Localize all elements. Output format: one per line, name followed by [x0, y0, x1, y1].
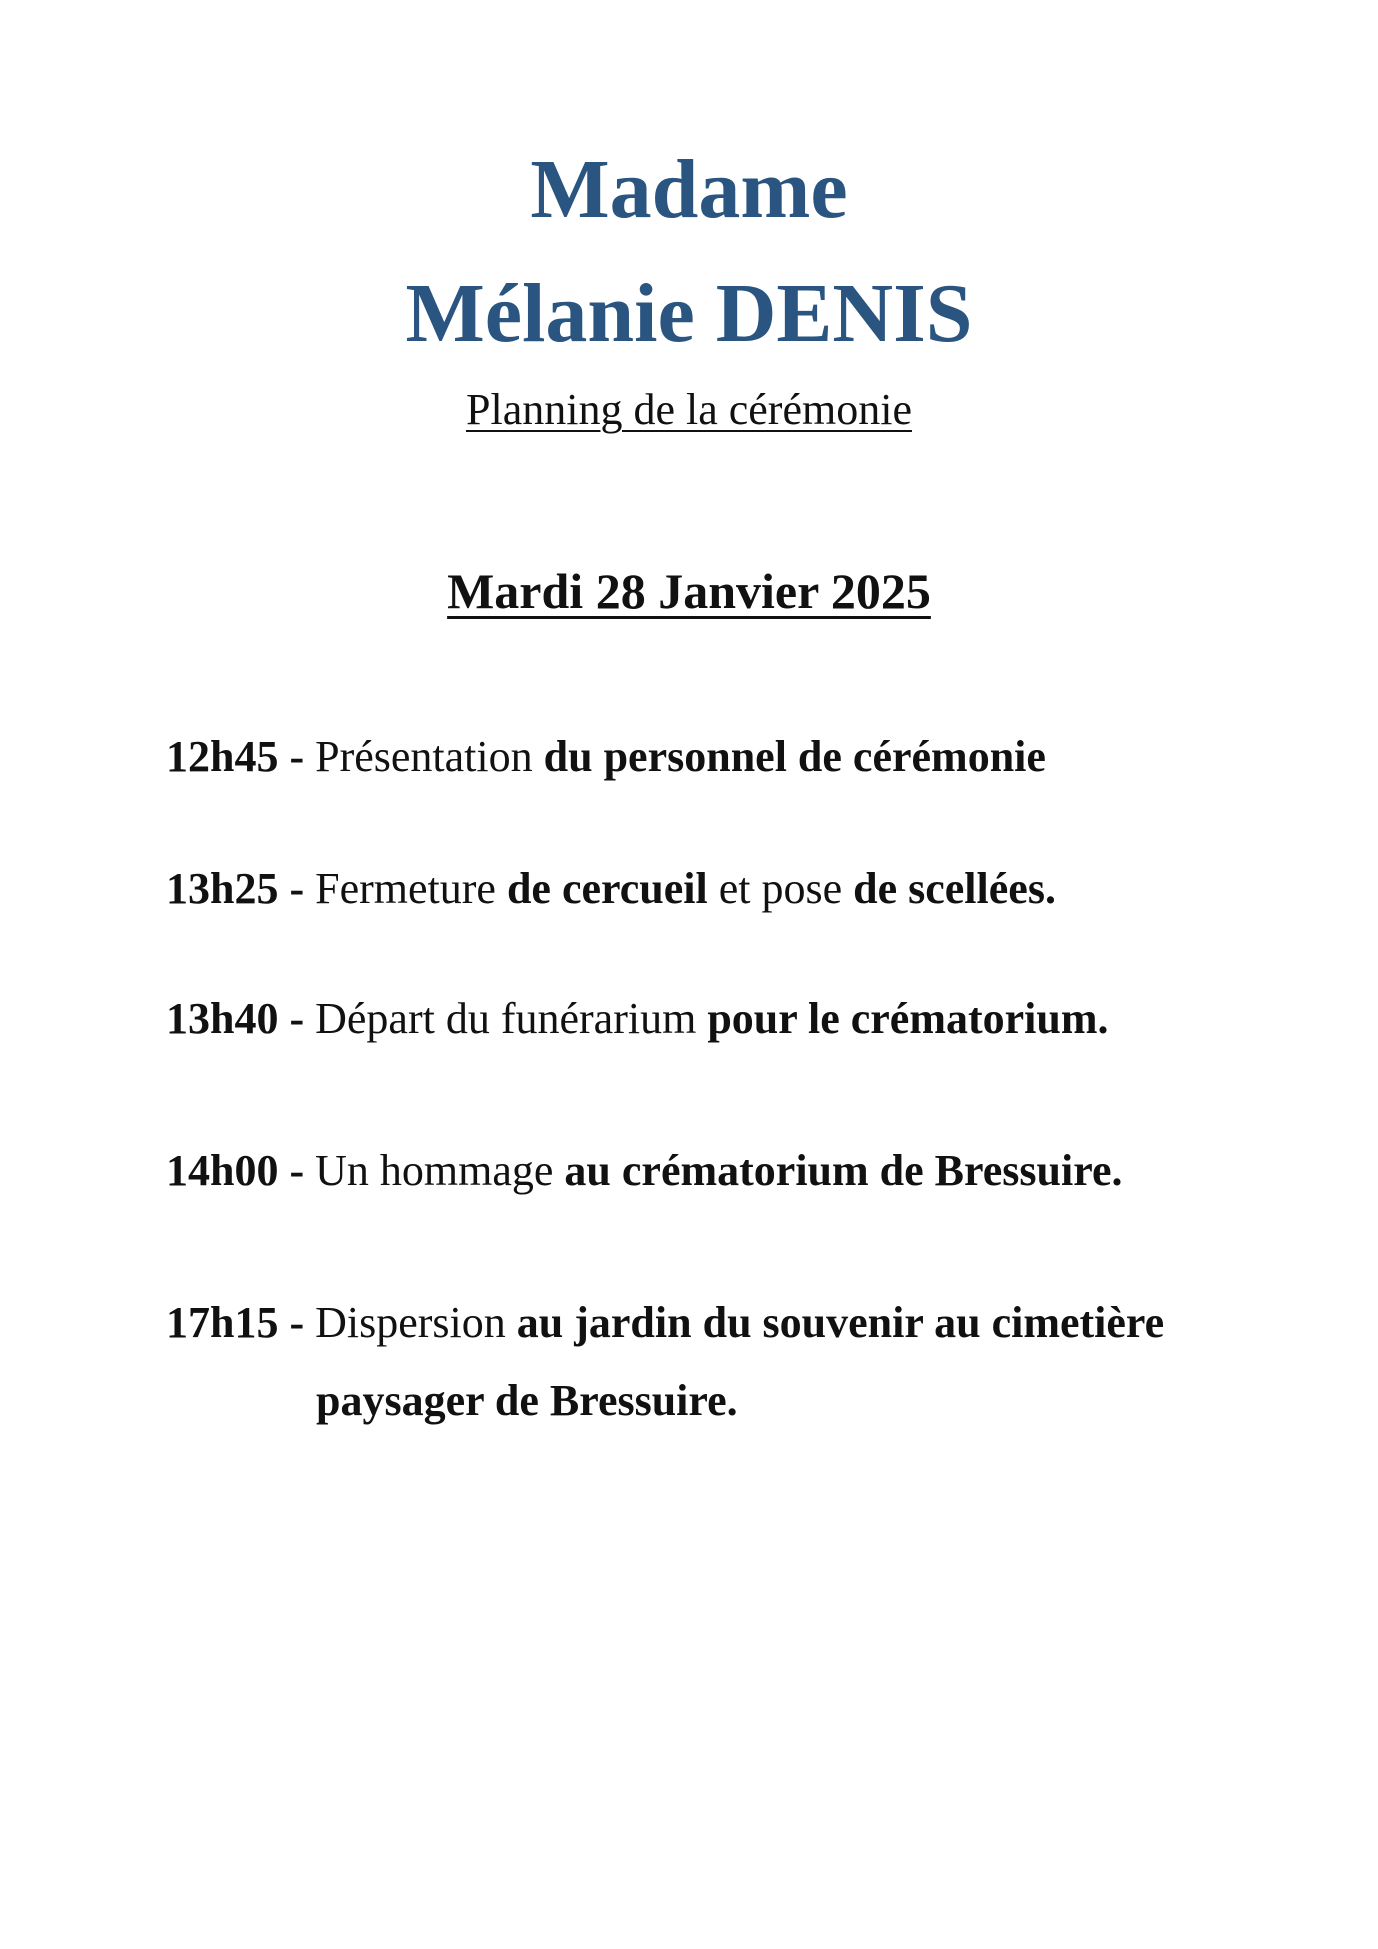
entry-text: Fermeture: [304, 864, 507, 913]
schedule-entry: [166, 1132, 1326, 1210]
entry-text-bold: au crématorium de Bressuire.: [564, 1146, 1123, 1195]
entry-text-bold: de cercueil: [506, 864, 708, 913]
entry-time: 12h45 -: [166, 732, 305, 781]
schedule-entry: [166, 718, 1326, 796]
ceremony-date: Mardi 28 Janvier 2025: [447, 563, 931, 619]
schedule-entry: [166, 850, 1326, 928]
entry-text: Un hommage: [304, 1146, 565, 1195]
entry-text-bold: de scellées.: [853, 864, 1056, 913]
entry-text: et pose: [707, 864, 854, 913]
title-name: Mélanie DENIS: [405, 267, 973, 360]
schedule-entry: [166, 1284, 1326, 1440]
entry-text: Départ du funérarium: [304, 994, 708, 1043]
schedule-entry: [166, 980, 1326, 1058]
entry-time: 13h25 -: [166, 864, 305, 913]
entry-text-bold: pour le crématorium.: [707, 994, 1109, 1043]
subtitle: Planning de la cérémonie: [466, 385, 912, 434]
title-salutation: Madame: [530, 143, 848, 236]
entry-time: 14h00 -: [166, 1146, 305, 1195]
entry-time: 13h40 -: [166, 994, 305, 1043]
entry-text: Dispersion: [304, 1298, 517, 1347]
entry-text-bold: au jardin du souvenir au cimetière: [516, 1298, 1165, 1347]
entry-text-continuation: paysager de Bressuire.: [316, 1376, 738, 1425]
entry-text: Présentation: [304, 732, 544, 781]
entry-time: 17h15 -: [166, 1298, 305, 1347]
entry-text-bold: du personnel de cérémonie: [543, 732, 1046, 781]
